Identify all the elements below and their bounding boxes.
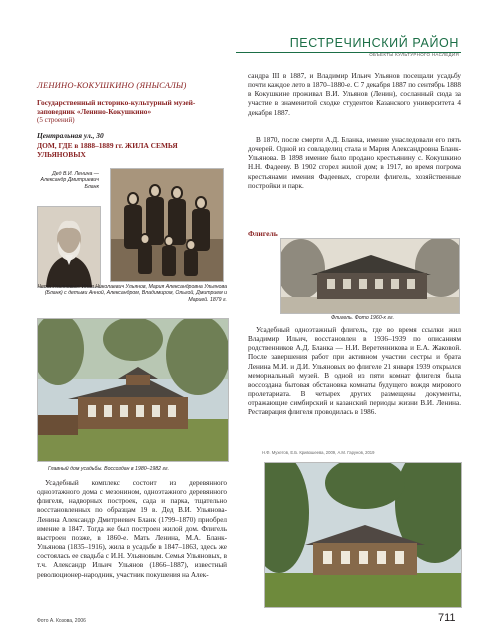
footer-credit: Фото А. Козова, 2006 <box>37 618 86 624</box>
wing-current-photo <box>264 462 462 608</box>
museum-title: Государственный историко-культурный музей-заповедник «Ленино-Кокушкино» <box>37 98 196 116</box>
right-body-text-2: В 1870, после смерти А.Д. Бланка, имение унаследовали его пять дочерей. Одной из совладелиц стала и Мария Александровна Бланк-Ульянова. В 1898 имение было продано крестьянину с. Кокушкино Н.Н. Фадееву. В 1902 сгорел жилой дом; в 1917, во время погрома крестьянами имения Фадеевых, сгорели флигель, хозяйственные постройки и парк. <box>248 136 461 190</box>
region-title: ПЕСТРЕЧИНСКИЙ РАЙОН <box>289 36 459 50</box>
portrait-photo <box>37 206 101 288</box>
left-body-text: Усадебный комплекс состоит из деревянного одноэтажного дома с мезонином, одноэтажного деревянного флигеля, надворных построек, сада и парка, тщательно восстановленных по образцам 19 в. Дед В.И. Ульянова-Ленина Александр Дмитриевич Бланк (1799–1870) приобрел имение в 1847. Тогда же был построен жилой дом. Флигель выстроен позже, в 1860-е. Мать Ленина, М.А. Бланк-Ульянова (1835–1916), жила в усадьбе в 1847–1863, здесь же состоялась ее свадьба с И.Н. Ульяновым. Семья Ульяновых, в т.ч. Александр Ильич Ульянов (1866–1887), известный революционер-народник, участник покушения на Алек- <box>37 479 227 579</box>
wing-photo-caption: Флигель. Фото 1960-х гг. <box>331 315 395 321</box>
photo-credit: Н.Ф. Мухетов, Е.Б. Кривошеева, 2009, А.М. Гарунов, 2019 <box>262 450 375 455</box>
family-caption: Чета Ульяновых: Илья Николаевич Ульянов, Мария Александровна Ульянова (Бланк) с детьми Анной, Александром, Владимиром, Ольгой, Дмитрием и Марией. 1879 г. <box>37 284 227 303</box>
address: Центральная ул., 30 <box>37 131 104 140</box>
right-body-text-1: сандра III в 1887, и Владимир Ильич Ульянов посещали усадьбу почти каждое лето в 1870–1880-е. С 7 декабря 1887 по сентябрь 1888 в Кокушкине проживал В.И. Ульянов (Ленин), сосланный сюда за участие в знаменитой сходке студентов Казанского университета 4 декабря 1887. <box>248 72 461 117</box>
section-wing-heading: Флигель <box>248 229 278 238</box>
house-title: ДОМ, ГДЕ в 1888–1889 гг. ЖИЛА СЕМЬЯ УЛЬЯНОВЫХ <box>37 141 178 159</box>
wing-photo <box>280 238 460 314</box>
village-name: ЛЕНИНО-КОКУШКИНО (ЯНЫСАЛЫ) <box>37 80 187 90</box>
page-number: 711 <box>438 612 456 624</box>
portrait-caption: Дед В.И. Ленина — Александр Дмитриевич Бланк <box>40 171 99 190</box>
region-subtitle: ОБЪЕКТЫ КУЛЬТУРНОГО НАСЛЕДИЯ <box>369 52 459 57</box>
wing-body-text: Усадебный одноэтажный флигель, где во время ссылки жил Владимир Ильич, восстановлен в 1936–1939 по описаниям родственников А.Д. Бланка — Н.И. Веретенникова и Е.А. Жаковой. После завершения работ при активном участии сестры и брата Ленина М.И. и Д.И. Ульяновых во флигеле 21 января 1939 открылся мемориальный музей. В одной из пяти комнат флигеля была воссоздана бытовая обстановка комнаты будущего вождя мирового пролетариата. В четырех других размещены документы, отражающие симбирский и казанский периоды жизни В.И. Ленина. Реставрация флигеля проводилась в 1986. <box>248 326 461 417</box>
main-house-caption: Главный дом усадьбы. Воссоздан в 1980–1982 гг. <box>48 466 170 472</box>
family-photo <box>110 168 224 282</box>
museum-buildings: (5 строений) <box>37 116 75 124</box>
main-house-photo <box>37 318 229 462</box>
